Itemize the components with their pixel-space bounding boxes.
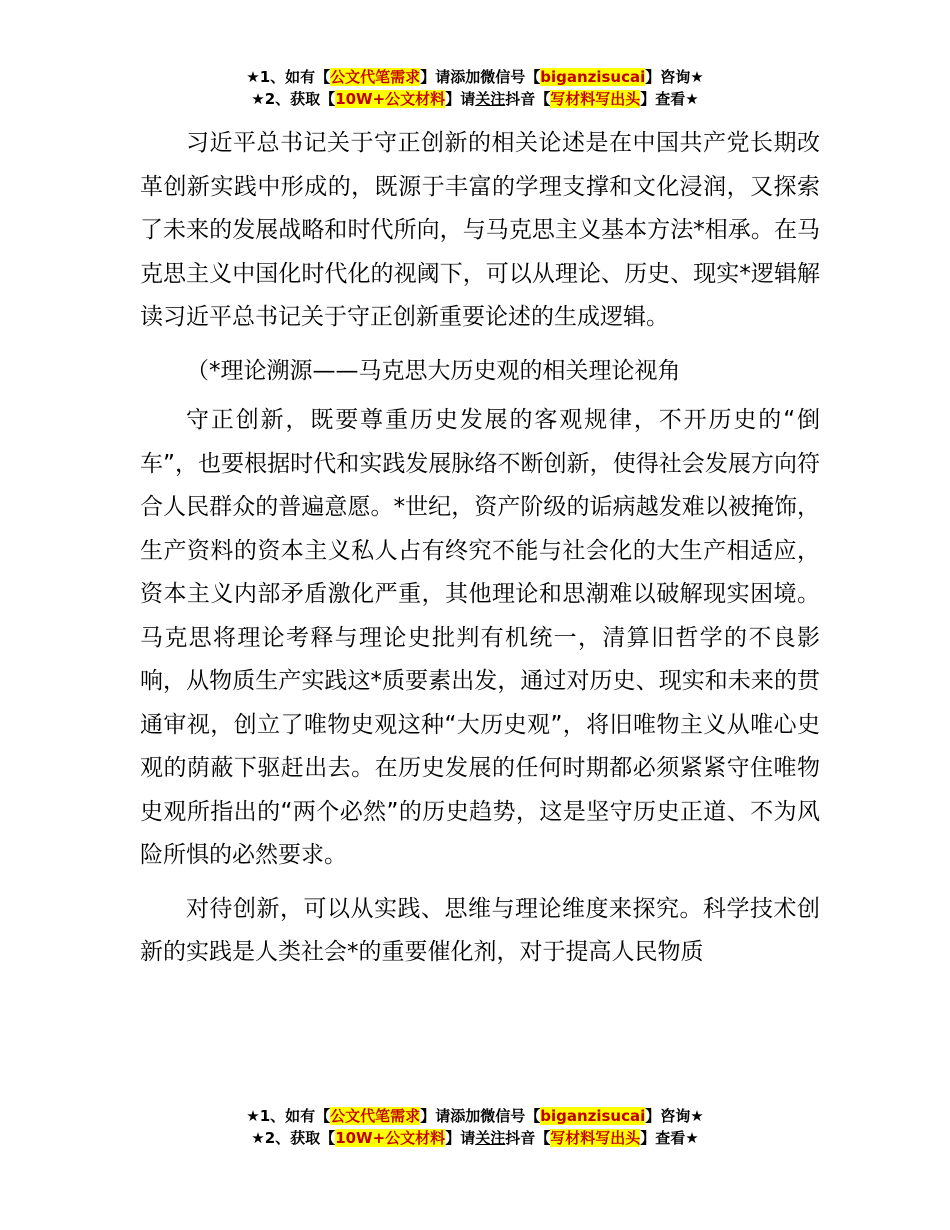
follow-underlined: 关注 <box>475 1129 506 1147</box>
banner-line-1 <box>0 1105 950 1127</box>
banner-text: ★2、获取【 <box>251 1129 336 1147</box>
banner-text: 抖音【 <box>505 90 551 108</box>
paragraph-intro: 习近平总书记关于守正创新的相关论述是在中国共产党长期改革创新实践中形成的，既源于丰富的学理支撑和文化浸润，又探索了未来的发展战略和时代所向，与马克思主义基本方法*相承。在马克思主义中国化时代化的视阈下，可以从理论、历史、现实*逻辑解读习近平总书记关于守正创新重要论述的生成逻辑。 <box>140 130 820 330</box>
douyin-account-highlight: 写材料写出头 <box>550 1129 641 1147</box>
banner-text: 】查看★ <box>640 90 699 108</box>
materials-highlight: 10W+公文材料 <box>335 1129 446 1147</box>
banner-line-2 <box>0 88 950 110</box>
banner-text: 】查看★ <box>640 1129 699 1147</box>
document-body <box>140 122 820 975</box>
section-heading: （*理论溯源——马克思大历史观的相关理论视角 <box>186 357 681 384</box>
banner-text: 抖音【 <box>505 1129 551 1147</box>
wechat-id-highlight: biganzisucai <box>540 68 646 86</box>
banner-line-1 <box>0 66 950 88</box>
wechat-id-highlight: biganzisucai <box>540 1107 646 1125</box>
banner-text: 】请 <box>445 90 476 108</box>
banner-text: 】咨询★ <box>645 68 704 86</box>
ghostwriting-highlight: 公文代笔需求 <box>330 68 421 86</box>
banner-text: 】咨询★ <box>645 1107 704 1125</box>
banner-text: ★2、获取【 <box>251 90 336 108</box>
materials-highlight: 10W+公文材料 <box>335 90 446 108</box>
ghostwriting-highlight: 公文代笔需求 <box>330 1107 421 1125</box>
douyin-account-highlight: 写材料写出头 <box>550 90 641 108</box>
banner-text: ★1、如有【 <box>246 68 331 86</box>
paragraph-body: 守正创新，既要尊重历史发展的客观规律，不开历史的“倒车”，也要根据时代和实践发展脉络不断创新，使得社会发展方向符合人民群众的普遍意愿。*世纪，资产阶级的诟病越发难以被掩饰，生产资料的资本主义私人占有终究不能与社会化的大生产相适应，资本主义内部矛盾激化严重，其他理论和思潮难以破解现实困境。马克思将理论考释与理论史批判有机统一，清算旧哲学的不良影响，从物质生产实践这*质要素出发，通过对历史、现实和未来的贯通审视，创立了唯物史观这种“大历史观”，将旧唯物主义从唯心史观的荫蔽下驱赶出去。在历史发展的任何时期都必须紧紧守住唯物史观所指出的“两个必然”的历史趋势，这是坚守历史正道、不为风险所惧的必然要求。 <box>140 407 820 868</box>
banner-text: ★1、如有【 <box>246 1107 331 1125</box>
follow-underlined: 关注 <box>475 90 506 108</box>
banner-text: 】请 <box>445 1129 476 1147</box>
header-banner <box>0 66 950 110</box>
footer-banner <box>0 1105 950 1149</box>
banner-line-2 <box>0 1127 950 1149</box>
banner-text: 】请添加微信号【 <box>420 68 541 86</box>
banner-text: 】请添加微信号【 <box>420 1107 541 1125</box>
paragraph-body: 对待创新，可以从实践、思维与理论维度来探究。科学技术创新的实践是人类社会*的重要催化剂，对于提高人民物质 <box>140 895 820 965</box>
